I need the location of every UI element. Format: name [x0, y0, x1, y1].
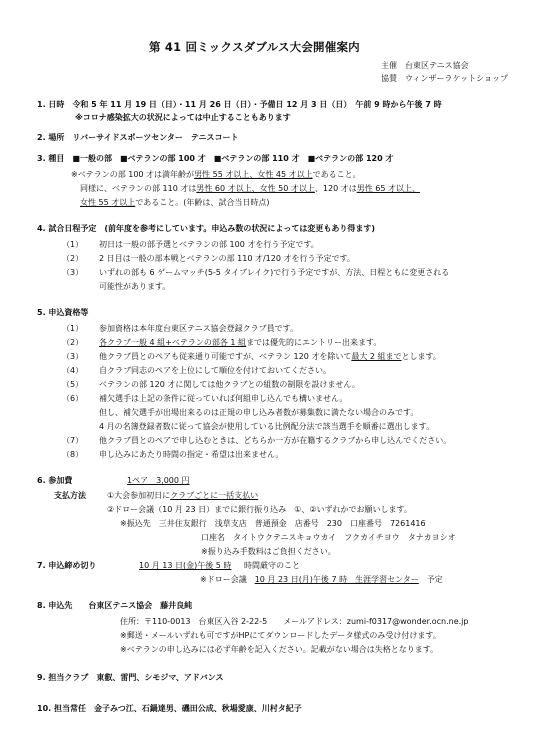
text-span: ※ドロー会議: [200, 575, 247, 584]
payment-option-2: ②ドロー会議（10 月 23 日）までに銀行振り込み ①、②いずれかでお願いします。: [107, 505, 412, 514]
text-span: 同様に、ベテランの部 110 才は: [80, 184, 197, 193]
apply-note-1: ※郵送・メールいずれも可ですがHPにてダウンロードしたデータ様式のみ受け付けます。: [120, 631, 441, 640]
list-number: （6）: [62, 394, 84, 403]
eligibility-item-5: ベテランの部 120 才に関しては他クラブとの組数の制限を設けません。: [99, 380, 360, 389]
schedule-item-3: いずれの部も 6 ゲームマッチ(5-5 タイブレイク)で行う予定ですが、方法、日程ともに変更される: [99, 268, 450, 277]
section-8-apply-to: 8. 申込先 台東区テニス協会 藤井良純: [37, 601, 193, 610]
underlined-text: 女性 55 才以上: [80, 198, 136, 207]
text-span: ※ベテランの部 100 才は満年齢が: [71, 170, 195, 179]
schedule-item-3-cont: 可能性があります。: [99, 282, 171, 291]
eligibility-item-6-cont-2: 4 月の名簿登録者数に従って協会が使用している比例配分法で該当選手を順番に選出します。: [99, 422, 434, 431]
host: 主催 台東区テニス協会: [381, 61, 469, 70]
text-span: であること。: [312, 170, 361, 179]
section-9-clubs: 9. 担当クラブ 東叡、雷門、シモジマ、アドバンス: [37, 673, 224, 682]
list-number: （8）: [62, 450, 84, 459]
eligibility-item-4: 自クラブ同志のペアを上位にして順位を付けておいてください。: [99, 366, 331, 375]
section-1-datetime: 1. 日時 令和 5 年 11 月 19 日（日）・11 月 26 日（日）・予備日 12 月 3 日（日） 午前 9 時から午後 7 時: [37, 100, 442, 109]
payment-method-label: 支払方法: [54, 491, 86, 500]
list-number: （2）: [62, 338, 84, 347]
eligibility-item-6: 補欠選手は上記の条件に従っていれば何組申し込んでも構いません。: [99, 394, 348, 403]
list-number: （1）: [62, 240, 84, 249]
bank-fee-note: ※振り込み手数料はご負担ください。: [201, 547, 336, 556]
underlined-text: 男性 55 才以上、女性 45 才以上: [194, 170, 313, 179]
text-span: 、120 才は: [314, 184, 357, 193]
section-2-venue: 2. 場所 リバーサイドスポーツセンター テニスコート: [37, 133, 239, 142]
list-number: （4）: [62, 366, 84, 375]
apply-note-2: ※ベテランの申し込みには必ず年齢を記入ください。記載がない場合は失格となります。: [120, 645, 439, 654]
draw-meeting: [200, 576, 443, 584]
fee-amount: 1ペア 3,000 円: [127, 476, 190, 485]
section-6-fee: 6. 参加費: [37, 476, 73, 485]
section-5-eligibility: 5. 申込資格等: [37, 308, 89, 317]
eligibility-item-8: 申し込みにあたり時間の指定・希望は出来ません。: [99, 450, 284, 459]
list-number: （1）: [62, 324, 84, 333]
section-1-note: ※コロナ感染拡大の状況によっては中止することもあります: [75, 113, 291, 122]
section-7-deadline: 7. 申込締め切り: [37, 561, 97, 570]
section-10-staff: 10. 担当常任 金子みつ江、石鍋達男、磯田公成、秋場愛康、川村タ紀子: [37, 704, 302, 713]
underlined-text: 最大 2 組まで: [351, 352, 402, 361]
section-3-events: 3. 種目 ■一般の部 ■ベテランの部 100 才 ■ベテランの部 110 才 ■ベテランの部 120 才: [37, 154, 394, 163]
text-span: とします。: [401, 352, 441, 361]
bank-account-name: 口座名 タイトウクテニスキョウカイ フクカイチヨウ タナカヨシオ: [201, 533, 456, 542]
underlined-text: 10 月 23 日(月)午後 7 時 生涯学習センター: [254, 575, 419, 584]
list-number: （7）: [62, 436, 84, 445]
text-span: 予定: [426, 575, 443, 584]
bank-info: ※振込先 三井住友銀行 浅草支店 普通預金 店番号 230 口座番号 7261416: [120, 519, 426, 528]
deadline-note: 時間厳守のこと: [244, 561, 300, 570]
section-3-line-1: [71, 171, 361, 179]
underlined-text: 男性 60 才以上、女性 50 才以上: [196, 184, 315, 193]
page-title: 第 41 回ミックスダブルス大会開催案内: [149, 40, 360, 54]
payment-option-1: [107, 492, 258, 500]
cosponsor: 協賛 ウィンザーラケットショップ: [381, 74, 508, 83]
address-email: 住所：〒110-0013 台東区入谷 2-22-5 メールアドレス：zumi-f0317@wonder.ocn.ne.jp: [120, 617, 469, 626]
list-number: （3）: [62, 352, 84, 361]
text-span: までは優先的にエントリー出来ます。: [246, 338, 382, 347]
section-3-line-3: [80, 199, 270, 207]
list-number: （5）: [62, 380, 84, 389]
schedule-item-2: 2 日目は一般の部本戦とベテランの部 110 才/120 才を行う予定です。: [99, 254, 355, 263]
eligibility-item-6-cont-1: 但し、補欠選手が出場出来るのは正規の申し込み者数が募集数に満たない場合のみです。: [99, 408, 419, 417]
schedule-item-1: 初日は一般の部予選とベテランの部 100 才を行う予定です。: [99, 240, 319, 249]
eligibility-item-1: 参加資格は本年度台東区テニス協会登録クラブ員です。: [99, 324, 299, 333]
eligibility-item-3: [99, 353, 441, 361]
text-span: であること。(年齢は、試合当日時点): [135, 198, 270, 207]
text-span: ①大会参加初日に: [107, 491, 171, 500]
underlined-text: 各クラブ一般 4 組+ベテランの部各 1 組: [99, 338, 247, 347]
underlined-text: クラブごとに一括支払い: [170, 491, 259, 500]
eligibility-item-7: 他クラブ員とのペアで申し込むときは、どちらか一方が在籍するクラブから申し込んでください。: [99, 436, 452, 445]
text-span: 他クラブ員とのペアも従来通り可能ですが、ベテラン 120 才を除いて: [99, 352, 352, 361]
deadline-date: 10 月 13 日(金)午後 5 時: [139, 561, 232, 570]
list-number: （3）: [62, 268, 84, 277]
underlined-text: 男性 65 才以上、: [356, 184, 420, 193]
eligibility-item-2: [99, 339, 381, 347]
list-number: （2）: [62, 254, 84, 263]
section-4-schedule: 4. 試合日程予定 (前年度を参考にしています。申込み数の状況によっては変更もあり得ます): [37, 224, 376, 233]
section-3-line-2: [80, 185, 420, 193]
